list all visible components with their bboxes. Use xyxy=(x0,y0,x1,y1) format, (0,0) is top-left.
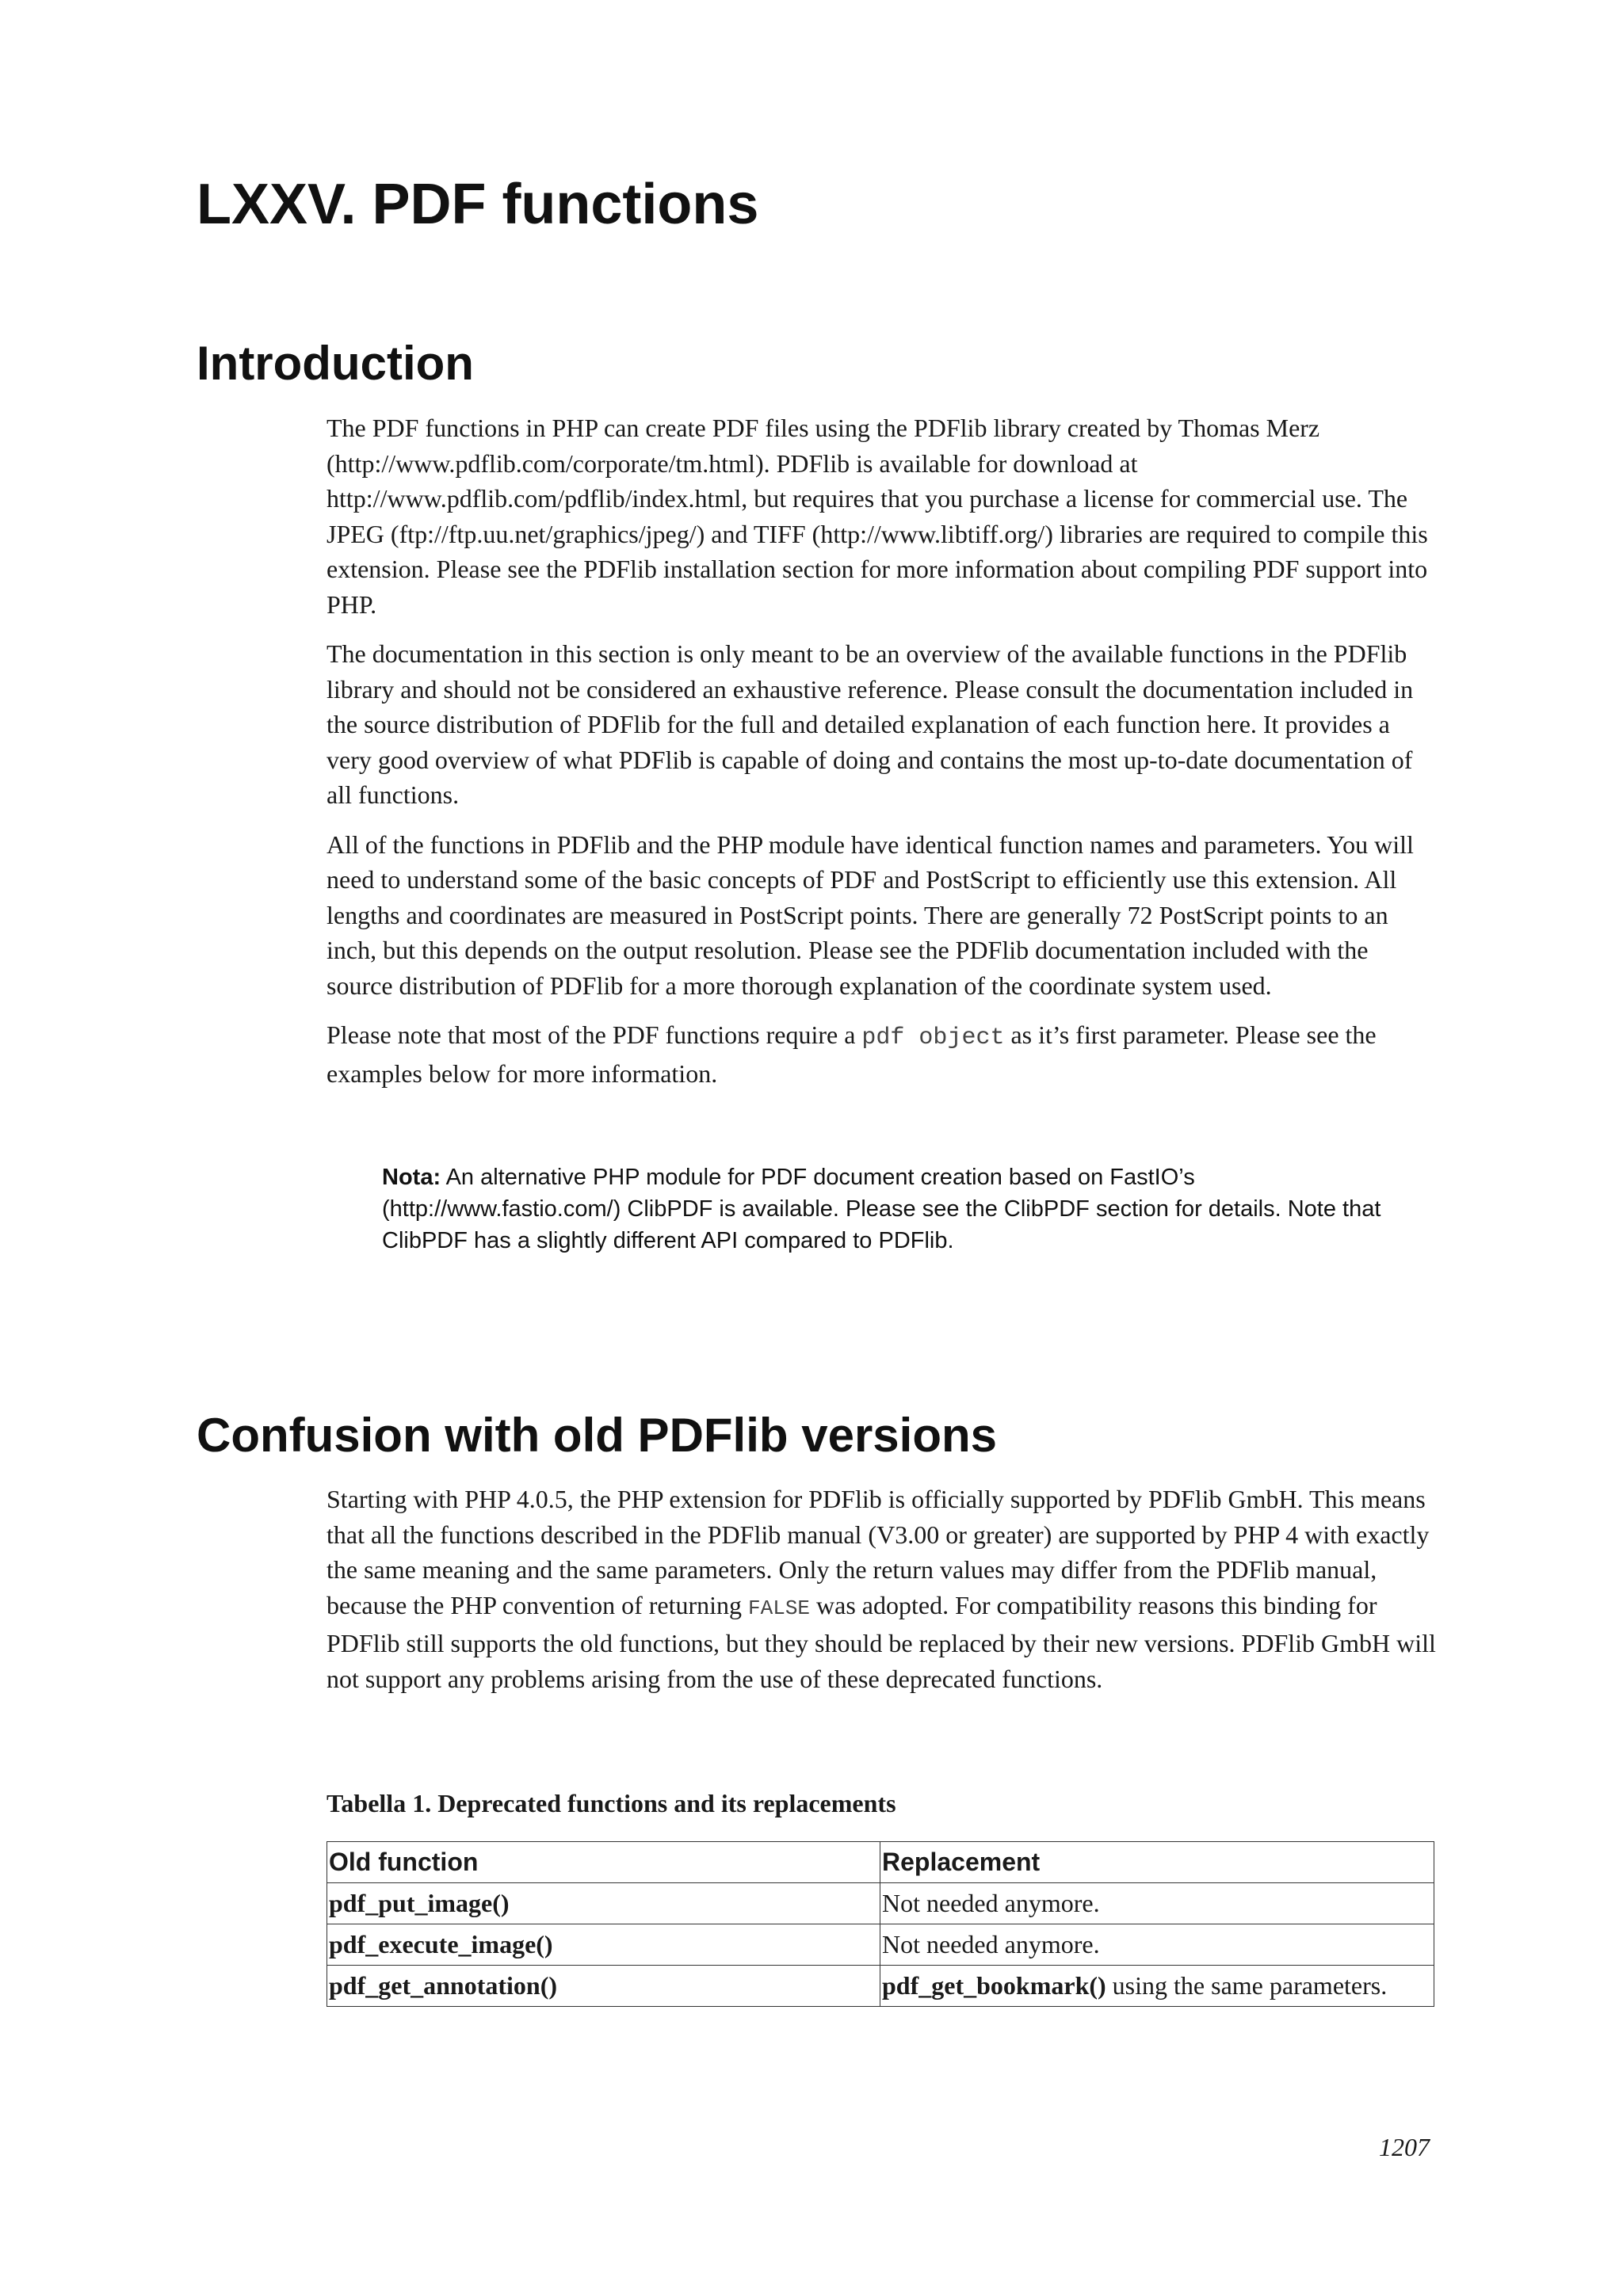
table-header-row xyxy=(327,1842,1434,1883)
header-replacement: Replacement xyxy=(880,1842,1434,1883)
false-code: FALSE xyxy=(748,1596,811,1620)
section-heading-confusion: Confusion with old PDFlib versions xyxy=(197,1409,998,1462)
note-text: An alternative PHP module for PDF document creation based on FastIO’s (http://www.fastio.com/) ClibPDF is available. Please see the ClibPDF section for details. Note that ClibPDF has a slightly different API compared to PDFlib. xyxy=(382,1165,1381,1253)
header-old-function: Old function xyxy=(327,1842,880,1883)
confusion-text-after: was adopted. For compatibility reasons this binding for PDFlib still supports the old functions, but they should be replaced by their new versions. PDFlib GmbH will not support any problems arising from the use of these deprecated functions. xyxy=(327,1590,1436,1693)
replacement-function-name: pdf_get_bookmark() xyxy=(882,1971,1106,2000)
table-caption: Tabella 1. Deprecated functions and its replacements xyxy=(327,1789,896,1817)
old-function-cell: pdf_get_annotation() xyxy=(327,1966,880,2007)
chapter-title: LXXV. PDF functions xyxy=(197,173,759,236)
intro-paragraph-1: The PDF functions in PHP can create PDF files using the PDFlib library created by Thomas Merz (http://www.pdflib.com/corporate/tm.html). PDFlib is available for download at http://www.pdflib.com/pdflib/index.html, but requires that you purchase a license for commercial use. The JPEG (ftp://ftp.uu.net/graphics/jpeg/) and TIFF (http://www.libtiff.org/) libraries are required to compile this extension. Please see the PDFlib installation section for more information about compiling PDF support into PHP. xyxy=(327,414,1428,619)
deprecated-functions-table xyxy=(327,1841,1434,2007)
replacement-cell: Not needed anymore. xyxy=(880,1924,1434,1966)
old-function-cell: pdf_execute_image() xyxy=(327,1924,880,1966)
section-heading-introduction: Introduction xyxy=(197,337,474,390)
old-function-cell: pdf_put_image() xyxy=(327,1883,880,1924)
intro-paragraph-4 xyxy=(327,1017,1436,1091)
intro-p4-text-after: as it’s first parameter. Please see the examples below for more information. xyxy=(327,1020,1377,1088)
table-row xyxy=(327,1924,1434,1966)
confusion-text-before: Starting with PHP 4.0.5, the PHP extension for PDFlib is officially supported by PDFlib GmbH. This means that all the functions described in the PDFlib manual (V3.00 or greater) are supported by PHP 4 with exactly the same meaning and the same parameters. Only the return values may differ from the PDFlib manual, because the PHP convention of returning xyxy=(327,1485,1430,1619)
replacement-cell: Not needed anymore. xyxy=(880,1883,1434,1924)
table-row xyxy=(327,1883,1434,1924)
note-box xyxy=(382,1161,1428,1257)
confusion-paragraph xyxy=(327,1482,1436,1696)
page-number: 1207 xyxy=(1379,2133,1430,2161)
confusion-body xyxy=(327,1482,1436,1711)
replacement-cell xyxy=(880,1966,1434,2007)
intro-paragraph-2: The documentation in this section is only meant to be an overview of the available functions in the PDFlib library and should not be considered an exhaustive reference. Please consult the documentation included in the source distribution of PDFlib for the full and detailed explanation of each function here. It provides a very good overview of what PDFlib is capable of doing and contains the most up-to-date documentation of all functions. xyxy=(327,639,1414,809)
table-row xyxy=(327,1966,1434,2007)
pdf-object-code: pdf object xyxy=(861,1024,1005,1051)
introduction-body xyxy=(327,410,1436,1105)
note-label: Nota: xyxy=(382,1165,441,1190)
intro-paragraph-3: All of the functions in PDFlib and the PHP module have identical function names and parameters. You will need to understand some of the basic concepts of PDF and PostScript to efficiently use this extension. All lengths and coordinates are measured in PostScript points. There are generally 72 PostScript points to an inch, but this depends on the output resolution. Please see the PDFlib documentation included with the source distribution of PDFlib for a more thorough explanation of the coordinate system used. xyxy=(327,830,1414,1000)
replacement-note: using the same parameters. xyxy=(1106,1971,1388,2000)
intro-p4-text-before: Please note that most of the PDF functions require a xyxy=(327,1020,862,1049)
